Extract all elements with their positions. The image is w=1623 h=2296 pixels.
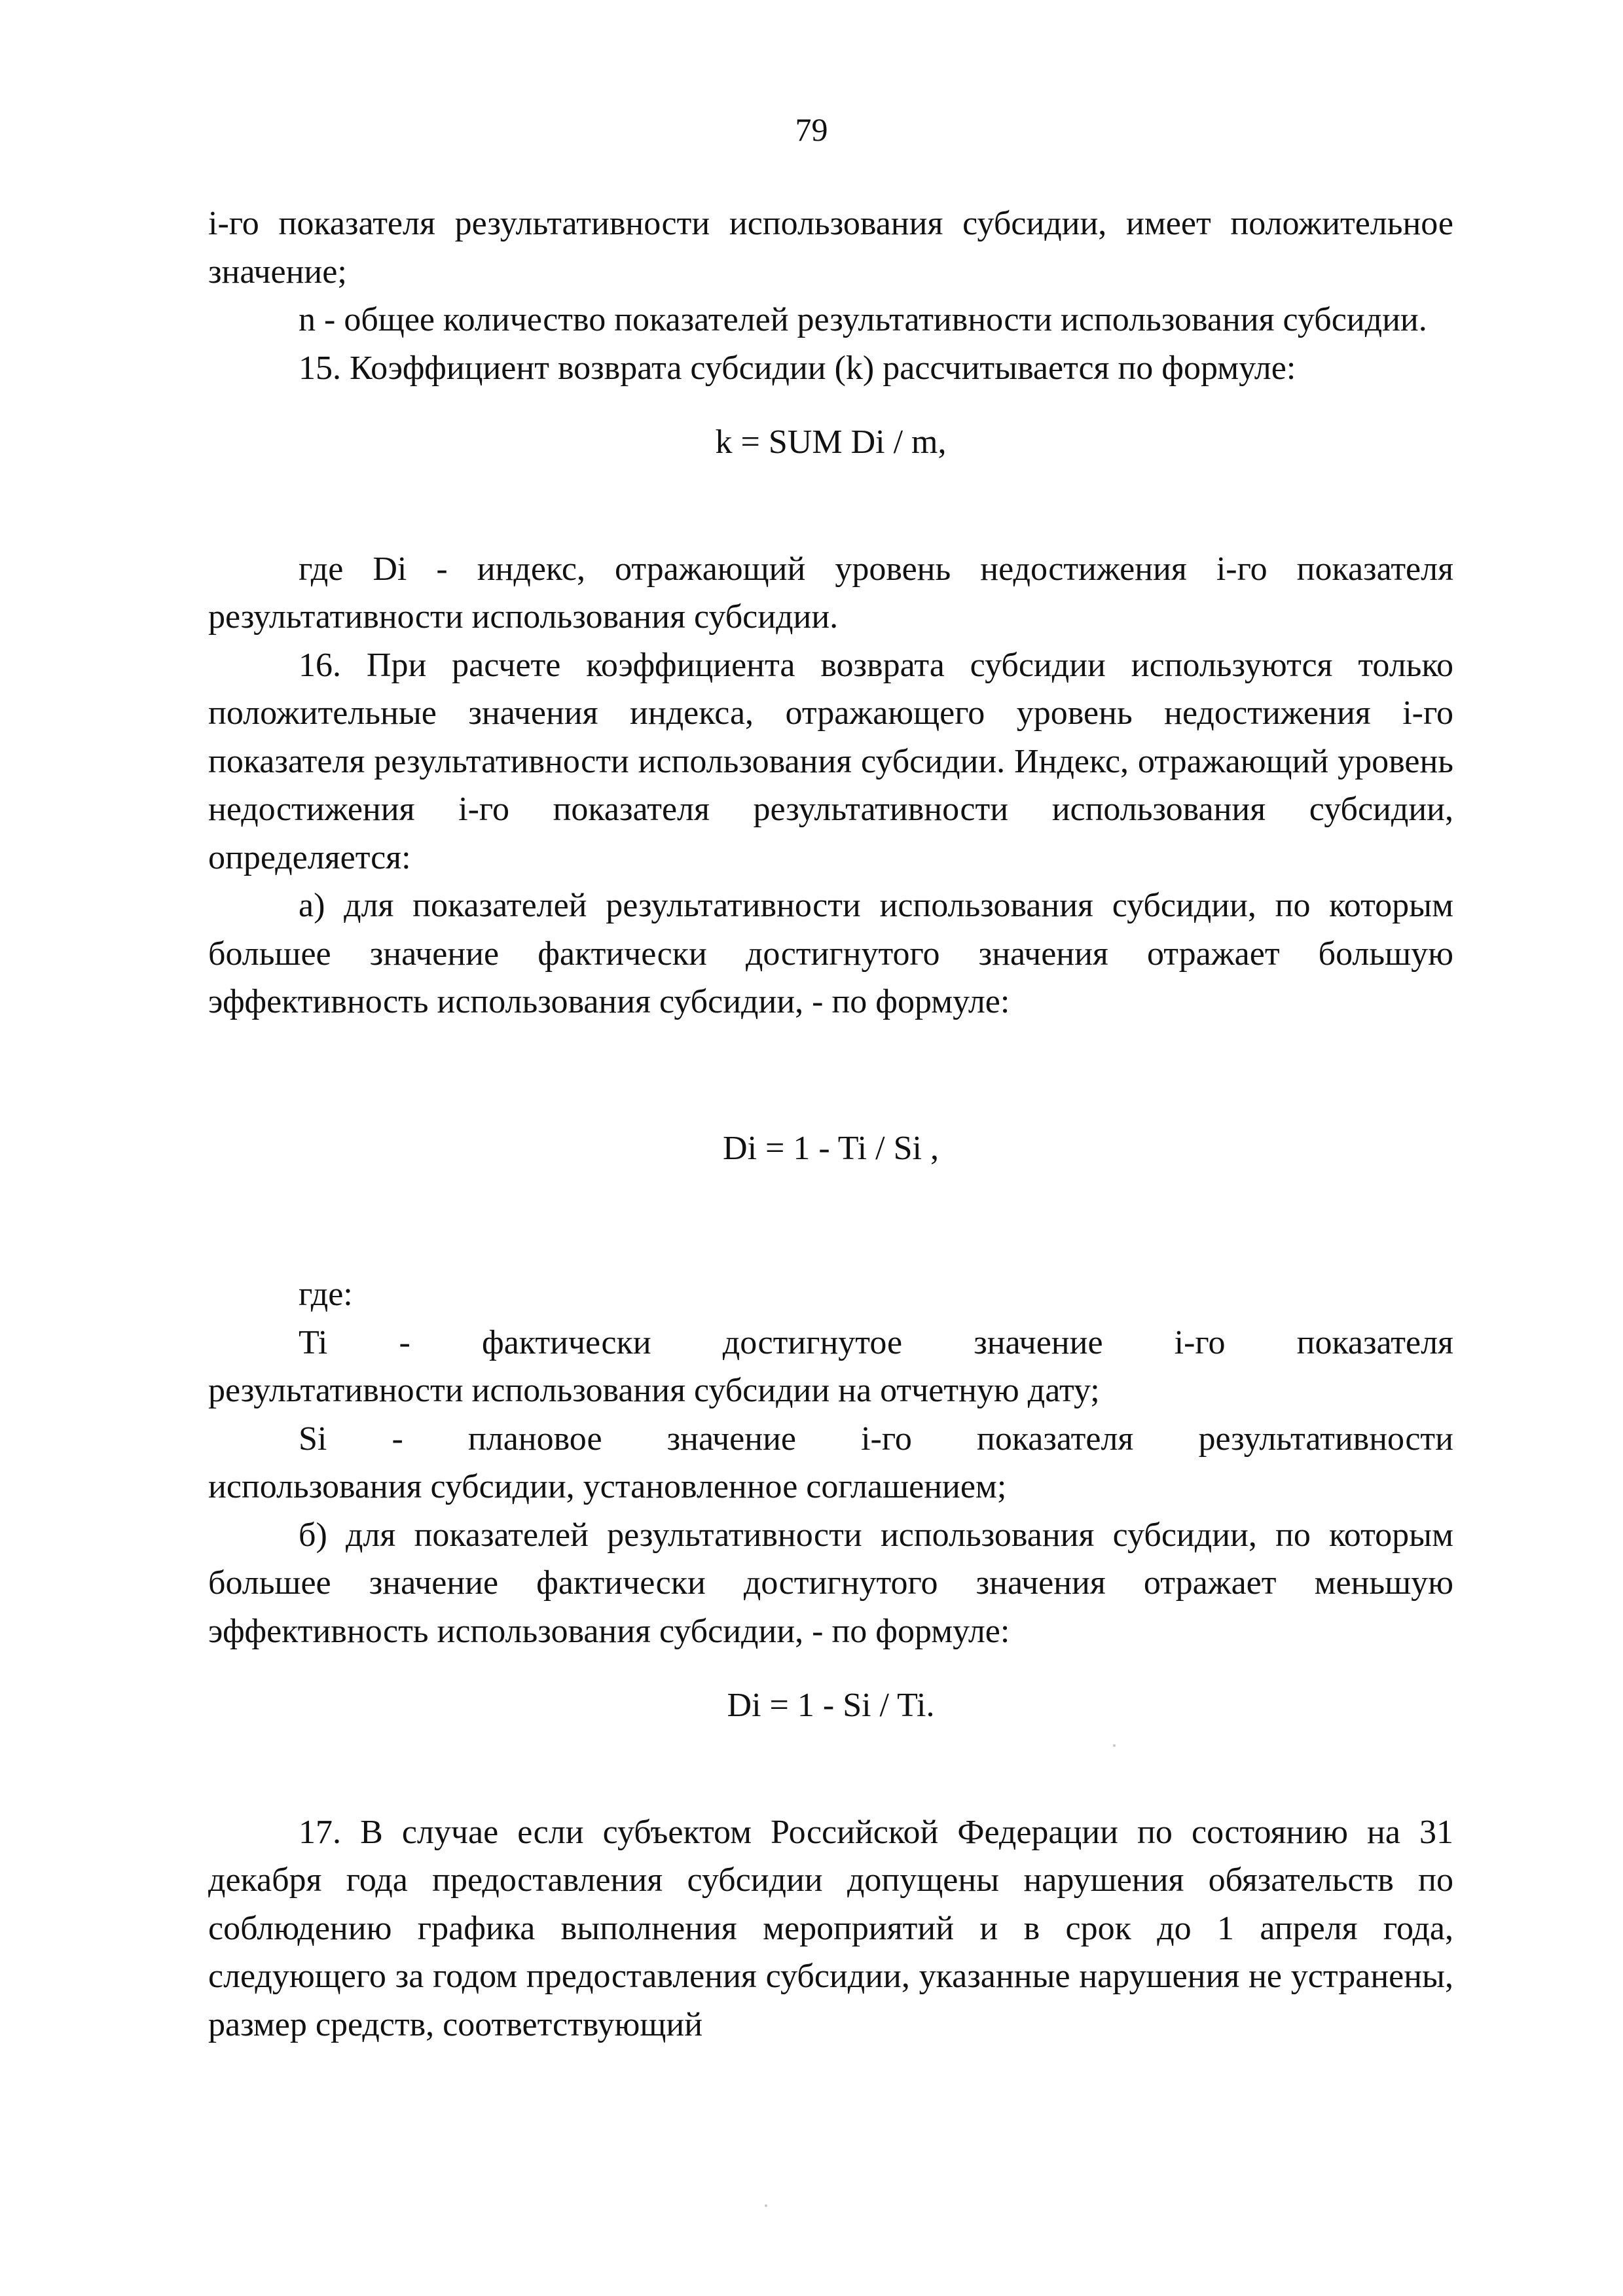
si-word: i-го — [861, 1420, 912, 1458]
paragraph-15: 15. Коэффициент возврата субсидии (k) рассчитывается по формуле: — [299, 349, 1296, 387]
paragraph-di-definition: где Di - индекс, отражающий уровень недостижения i-го показателя результативности использования субсидии. — [208, 550, 1453, 636]
si-definition-cont: использования субсидии, установленное соглашением; — [208, 1468, 1007, 1505]
paragraph-a: а) для показателей результативности использования субсидии, по которым большее значение фактически достигнутого значения отражает большую эффективность использования субсидии, - по формуле: — [208, 887, 1453, 1020]
page-number: 79 — [795, 111, 828, 148]
paragraph-16: 16. При расчете коэффициента возврата субсидии используются только положительные значения индекса, отражающего уровень недостижения i-го показателя результативности использования субсидии. Индекс, отражающий уровень недостижения i-го показателя результативности использования субсидии, определяется: — [208, 646, 1453, 876]
si-definition-line — [208, 1415, 1453, 1463]
paragraph-continuation: i-го показателя результативности использования субсидии, имеет положительное значение; — [208, 205, 1453, 291]
paragraph-17: 17. В случае если субъектом Российской Федерации по состоянию на 31 декабря года предоставления субсидии допущены нарушения обязательств по соблюдению графика выполнения мероприятий и в срок до 1 апреля года, следующего за годом предоставления субсидии, указанные нарушения не устранены, размер средств, соответствующий — [208, 1813, 1453, 2043]
ti-definition-line — [208, 1319, 1453, 1367]
si-term: Si — [299, 1420, 327, 1458]
si-word: результативности — [1198, 1420, 1453, 1458]
si-dash: - — [392, 1420, 403, 1458]
ti-dash: - — [399, 1323, 410, 1361]
ti-word: показателя — [1296, 1323, 1453, 1361]
si-word: плановое — [467, 1420, 602, 1458]
paragraph-b: б) для показателей результативности использования субсидии, по которым большее значение фактически достигнутого значения отражает меньшую эффективность использования субсидии, - по формуле: — [208, 1516, 1453, 1650]
scan-speck — [1113, 1744, 1116, 1747]
formula-di-a: Di = 1 - Ti / Si , — [723, 1129, 939, 1167]
ti-term: Ti — [299, 1323, 328, 1361]
paragraph-n-definition: n - общее количество показателей результативности использования субсидии. — [299, 301, 1427, 338]
si-word: значение — [666, 1420, 796, 1458]
formula-k: k = SUM Di / m, — [715, 423, 947, 461]
scan-speck — [765, 2204, 767, 2207]
where-label: где: — [299, 1276, 353, 1313]
ti-definition-cont: результативности использования субсидии на отчетную дату; — [208, 1372, 1100, 1409]
ti-word: i-го — [1174, 1323, 1226, 1361]
si-word: показателя — [977, 1420, 1134, 1458]
ti-word: фактически — [482, 1323, 651, 1361]
ti-word: значение — [974, 1323, 1103, 1361]
text-body — [208, 200, 1453, 2049]
formula-di-b: Di = 1 - Si / Ti. — [727, 1687, 935, 1724]
ti-word: достигнутое — [722, 1323, 903, 1361]
